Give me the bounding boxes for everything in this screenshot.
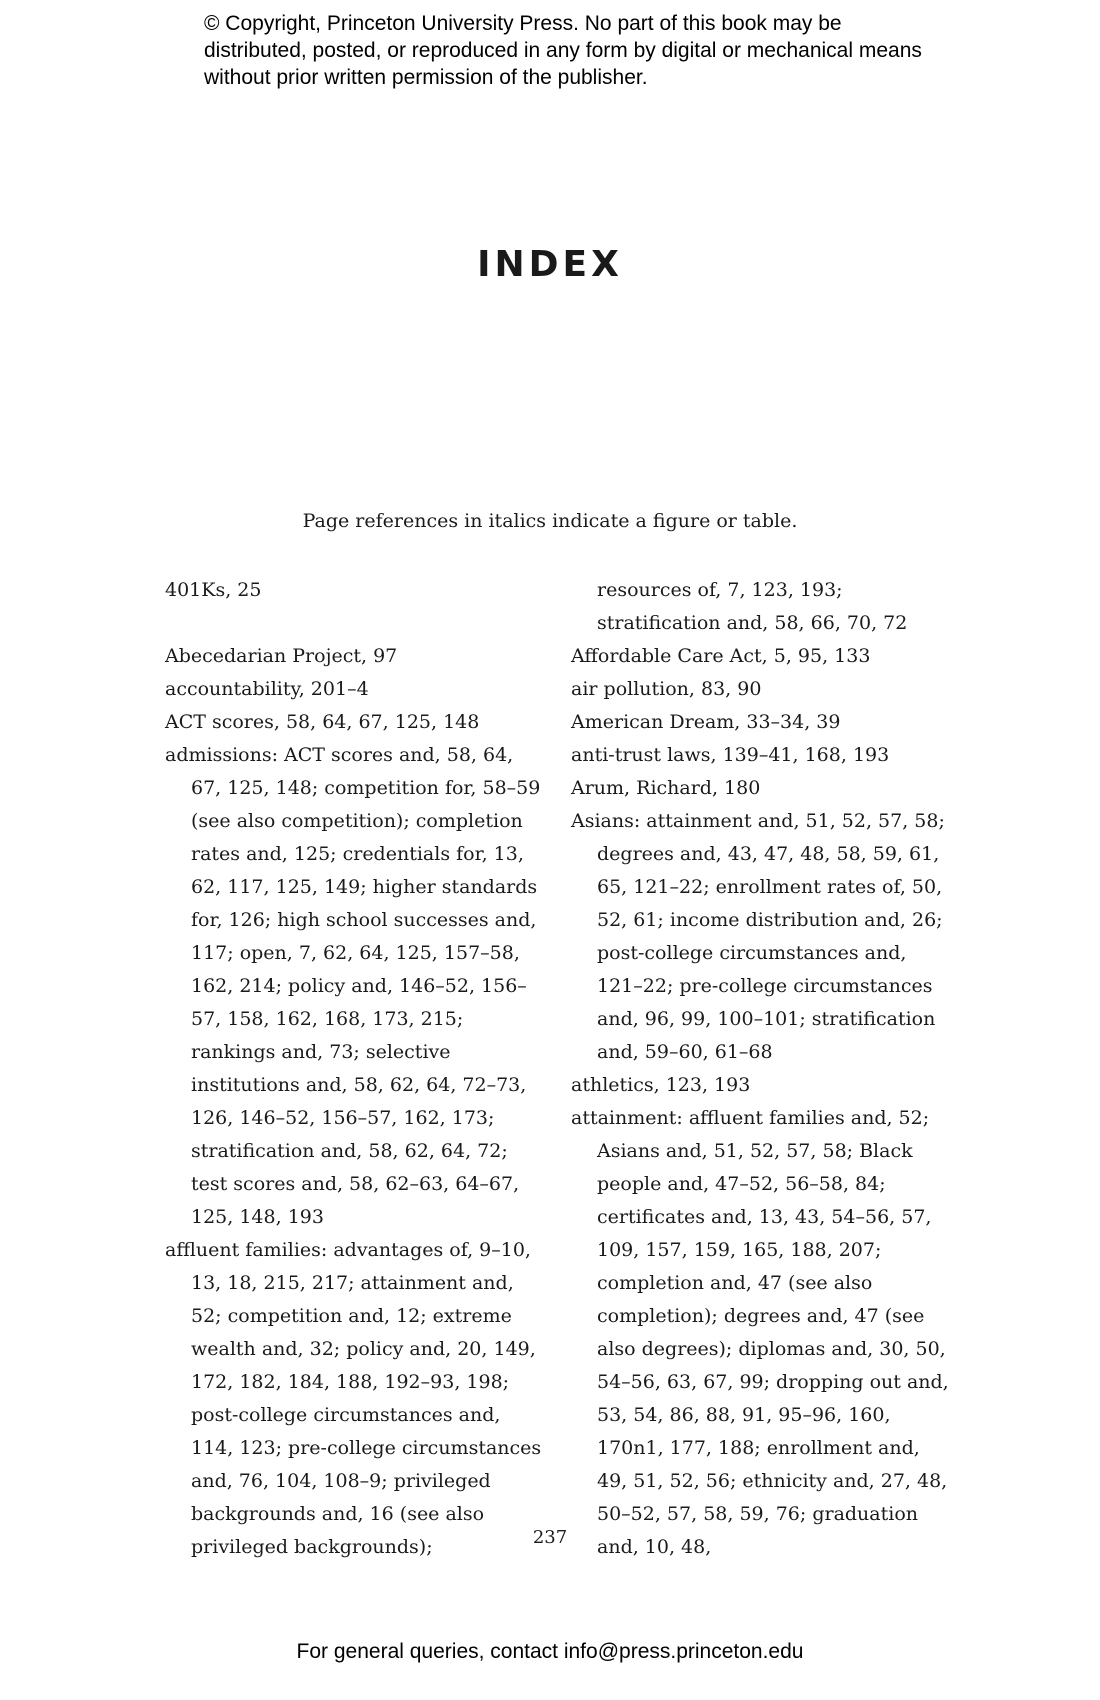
index-entry: anti-trust laws, 139–41, 168, 193 [571,744,890,766]
copyright-notice: © Copyright, Princeton University Press. No part of this book may be distributed, posted, or reproduced in any form by digital or mechanical means without prior written permission of the publisher. [204,12,922,89]
index-entry: admissions: ACT scores and, 58, 64, 67, 125, 148; competition for, 58–59 (see also competition); completion rates and, 125; credentials for, 13, 62, 117, 125, 149; higher standards for, 126; high school successes and, 117; open, 7, 62, 64, 125, 157–58, 162, 214; policy and, 146–52, 156–57, 158, 162, 168, 173, 215; rankings and, 73; selective institutions and, 58, 62, 64, 72–73, 126, 146–52, 156–57, 162, 173; stratification and, 58, 62, 64, 72; test scores and, 58, 62–63, 64–67, 125, 148, 193 [165,744,541,1228]
contact-footer: For general queries, contact info@press.princeton.edu [296,1640,804,1663]
index-entry-continuation: resources of, 7, 123, 193; stratification and, 58, 66, 70, 72 [597,579,908,634]
page-title: INDEX [477,244,623,285]
index-entry: affluent families: advantages of, 9–10, 13, 18, 215, 217; attainment and, 52; competition and, 12; extreme wealth and, 32; policy and, 20, 149, 172, 182, 184, 188, 192–93, 198; post-college circumstances and, 114, 123; pre-college circumstances and, 76, 104, 108–9; privileged backgrounds and, 16 (see also privileged backgrounds); [165,1239,542,1558]
letter-group-gap [165,607,545,640]
index-entry: athletics, 123, 193 [571,1074,751,1096]
index-entry: 401Ks, 25 [165,579,262,601]
index-column-left [165,574,545,1564]
index-entry: attainment: affluent families and, 52; Asians and, 51, 52, 57, 58; Black people and, 47–52, 56–58, 84; certificates and, 13, 43, 54–56, 57, 109, 157, 159, 165, 188, 207; completion and, 47 (see also completion); degrees and, 47 (see also degrees); diplomas and, 30, 50, 54–56, 63, 67, 99; dropping out and, 53, 54, 86, 88, 91, 95–96, 160, 170n1, 177, 188; enrollment and, 49, 51, 52, 56; ethnicity and, 27, 48, 50–52, 57, 58, 59, 76; graduation and, 10, 48, [571,1107,949,1558]
index-entry: air pollution, 83, 90 [571,678,762,700]
index-entry: Abecedarian Project, 97 [165,645,398,667]
index-entry: Arum, Richard, 180 [571,777,761,799]
index-entry: ACT scores, 58, 64, 67, 125, 148 [165,711,480,733]
index-entry: accountability, 201–4 [165,678,369,700]
index-entry: Affordable Care Act, 5, 95, 133 [571,645,871,667]
index-entry: Asians: attainment and, 51, 52, 57, 58; degrees and, 43, 47, 48, 58, 59, 61, 65, 121–22; enrollment rates of, 50, 52, 61; income distribution and, 26; post-college circumstances and, 121–22; pre-college circumstances and, 96, 99, 100–101; stratification and, 59–60, 61–68 [571,810,945,1063]
index-column-right [571,574,951,1564]
index-entry: American Dream, 33–34, 39 [571,711,841,733]
page-number: 237 [532,1527,568,1548]
index-note: Page references in italics indicate a figure or table. [302,510,798,532]
